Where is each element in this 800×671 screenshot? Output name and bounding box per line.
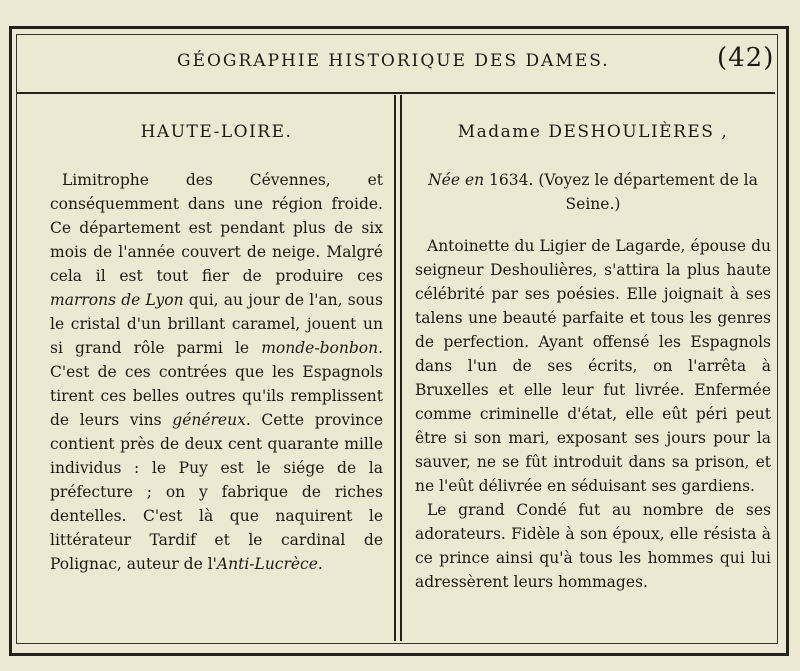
left-heading: HAUTE-LOIRE. (140, 122, 293, 142)
text-run: Limitrophe des Cévennes, et conséquemment dans une région froide. Ce département est pendant plus de six mois de l'année couvert de neige. Malgré cela il est tout fier de produire ces (50, 171, 383, 285)
header-rule (17, 92, 775, 94)
text-run: . C'est de ces contrées que les Espagnols tirent ces belles outres qu'ils remplissent de leurs vins (50, 339, 383, 429)
left-paragraph (50, 168, 383, 576)
italic-run: Anti-Lucrèce (216, 555, 318, 573)
text-run: qui, au jour de l'an, sous le cristal d'un brillant caramel, jouent un si grand rôle parmi le (50, 291, 383, 357)
right-column (415, 120, 771, 594)
italic-run: marrons de Lyon (50, 291, 184, 309)
running-title: GÉOGRAPHIE HISTORIQUE DES DAMES. (177, 51, 610, 71)
page-number: (42) (717, 43, 775, 73)
text-run: . (317, 555, 323, 573)
column-divider (394, 95, 402, 641)
right-paragraph-1: Antoinette du Ligier de Lagarde, épouse du seigneur Deshoulières, s'attira la plus haute célébrité par ses poésies. Elle joignait à ses talens une beauté parfaite et tous les genres de perfection. Ayant offensé les Espagnols dans l'un de ses écrits, on l'arrêta à Bruxelles et elle leur fut livrée. Enfermée comme criminelle d'état, elle eût péri peut être si son mari, exposant ses jours pour la sauver, ne se fût introduit dans sa prison, et ne l'eût délivrée en séduisant ses gardiens. (415, 237, 771, 495)
italic-run: monde-bonbon (261, 339, 379, 357)
heading-prefix: Madame (457, 122, 549, 142)
birth-line (415, 168, 771, 216)
page-header (17, 35, 775, 91)
birth-text: 1634. (Voyez le département de la Seine.) (484, 171, 758, 213)
left-column (50, 120, 383, 576)
right-paragraph-2: Le grand Condé fut au nombre de ses adorateurs. Fidèle à son époux, elle résista à ce prince ainsi qu'à tous les hommes qui lui adressèrent leurs hommages. (415, 501, 771, 591)
text-run: . Cette province contient près de deux cent quarante mille individus : le Puy est le siége de la préfecture ; on y fabrique de riches dentelles. C'est là que naquirent le littérateur Tardif et le cardinal de Polignac, auteur de l' (50, 411, 383, 573)
heading-name: DESHOULIÈRES , (548, 122, 729, 142)
italic-run: généreux (172, 411, 246, 429)
right-heading (415, 120, 771, 144)
birth-label: Née en (428, 171, 485, 189)
